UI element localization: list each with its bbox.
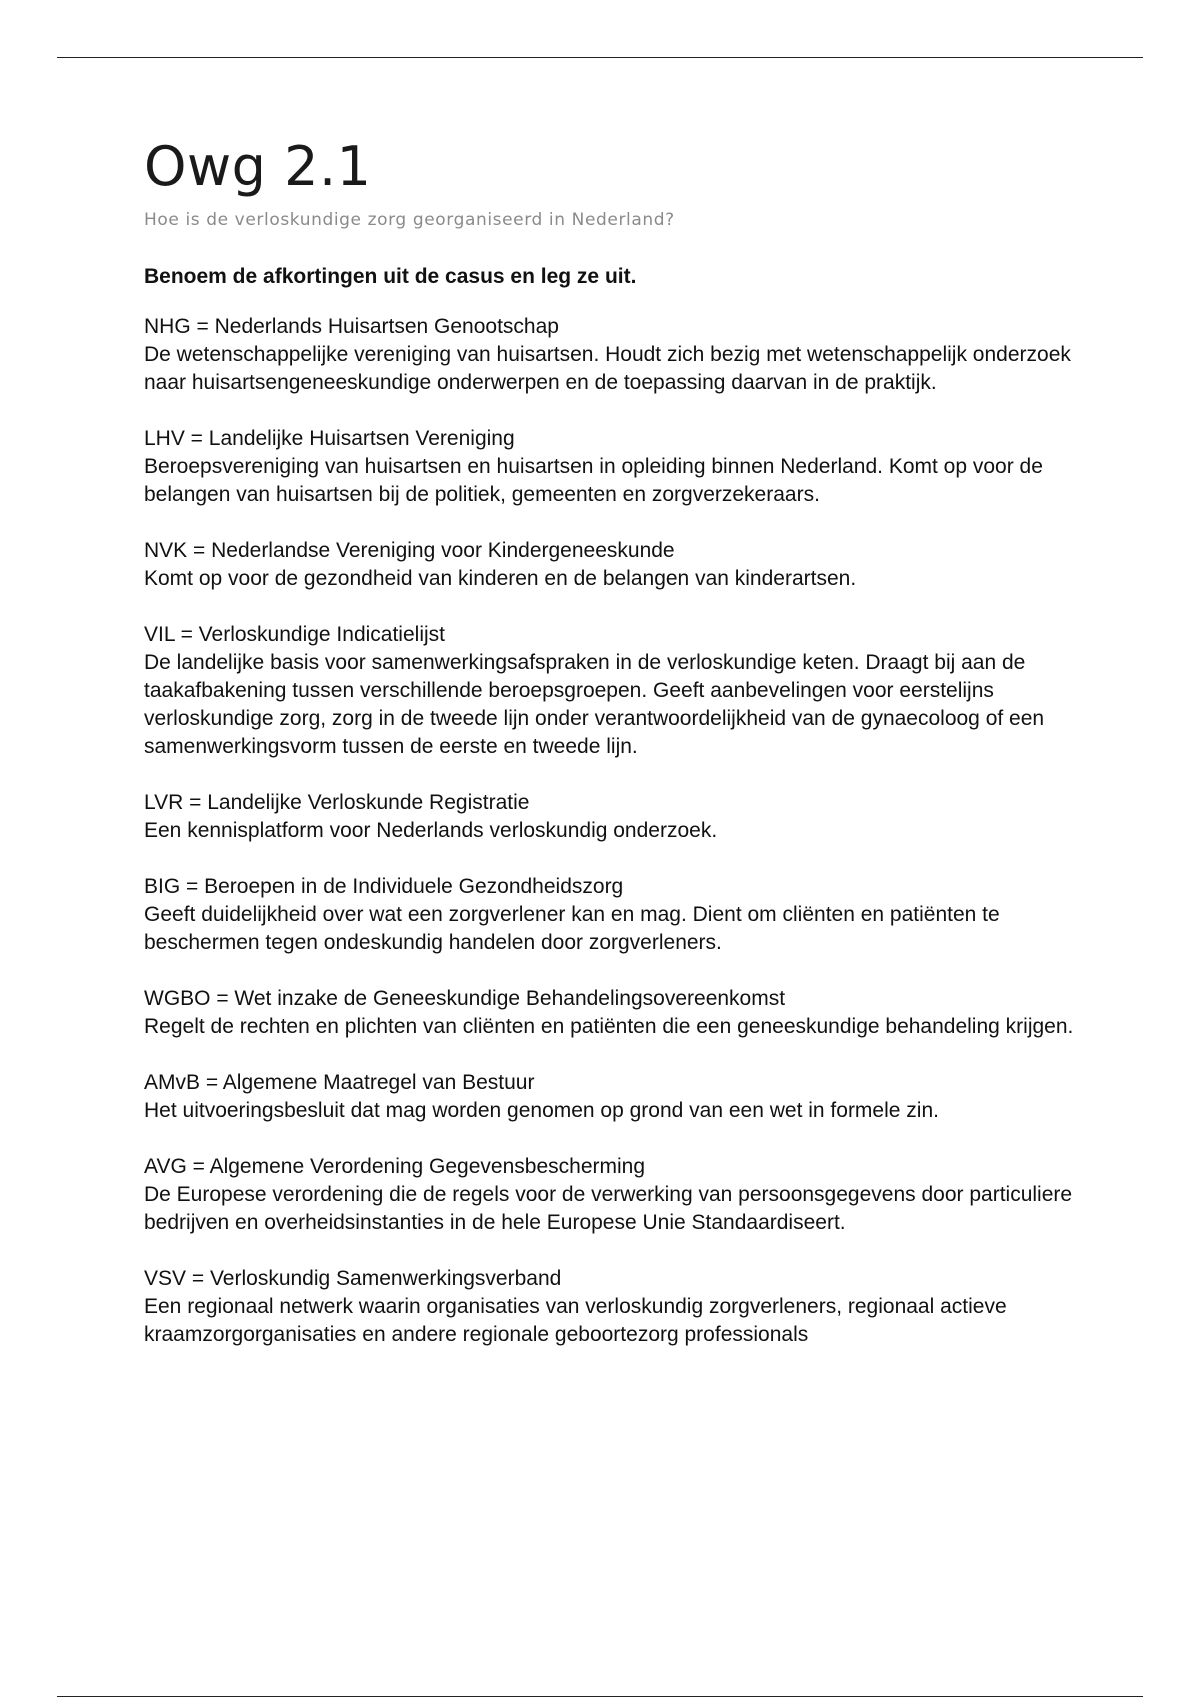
abbreviation-item [144, 1153, 1084, 1237]
abbreviation-item [144, 985, 1084, 1041]
abbreviation-item [144, 537, 1084, 593]
abbreviation-heading: VIL = Verloskundige Indicatielijst [144, 623, 445, 646]
abbreviation-list [144, 313, 1084, 1349]
page-title: Owg 2.1 [144, 135, 372, 198]
abbreviation-item [144, 789, 1084, 845]
abbreviation-description: Beroepsvereniging van huisartsen en huisartsen in opleiding binnen Nederland. Komt op voor de belangen van huisartsen bij de politiek, gemeenten en zorgverzekeraars. [144, 455, 1043, 506]
abbreviation-description: Een regionaal netwerk waarin organisaties van verloskundig zorgverleners, regionaal actieve kraamzorgorganisaties en andere regionale geboortezorg professionals [144, 1295, 1007, 1346]
abbreviation-description: De landelijke basis voor samenwerkingsafspraken in de verloskundige keten. Draagt bij aan de taakafbakening tussen verschillende beroepsgroepen. Geeft aanbevelingen voor eerstelijns verloskundige zorg, zorg in de tweede lijn onder verantwoordelijkheid van de gynaecoloog of een samenwerkingsvorm tussen de eerste en tweede lijn. [144, 651, 1045, 758]
abbreviation-description: De wetenschappelijke vereniging van huisartsen. Houdt zich bezig met wetenschappelijk onderzoek naar huisartsengeneeskundige onderwerpen en de toepassing daarvan in de praktijk. [144, 343, 1071, 394]
header-rule [57, 57, 1143, 58]
abbreviation-heading: BIG = Beroepen in de Individuele Gezondheidszorg [144, 875, 624, 898]
abbreviation-description: De Europese verordening die de regels voor de verwerking van persoonsgegevens door particuliere bedrijven en overheidsinstanties in de hele Europese Unie Standaardiseert. [144, 1183, 1073, 1234]
abbreviation-item [144, 1069, 1084, 1125]
abbreviation-heading: AMvB = Algemene Maatregel van Bestuur [144, 1071, 535, 1094]
footer-rule [57, 1696, 1143, 1697]
abbreviation-heading: NVK = Nederlandse Vereniging voor Kindergeneeskunde [144, 539, 675, 562]
abbreviation-item [144, 1265, 1084, 1349]
abbreviation-item [144, 621, 1084, 761]
abbreviation-item [144, 313, 1084, 397]
abbreviation-heading: AVG = Algemene Verordening Gegevensbescherming [144, 1155, 646, 1178]
abbreviation-description: Komt op voor de gezondheid van kinderen en de belangen van kinderartsen. [144, 567, 857, 590]
abbreviation-item [144, 425, 1084, 509]
abbreviation-description: Geeft duidelijkheid over wat een zorgverlener kan en mag. Dient om cliënten en patiënten te beschermen tegen ondeskundig handelen door zorgverleners. [144, 903, 1000, 954]
page-subtitle: Hoe is de verloskundige zorg georganiseerd in Nederland? [144, 210, 675, 230]
abbreviation-heading: LVR = Landelijke Verloskunde Registratie [144, 791, 530, 814]
question-heading: Benoem de afkortingen uit de casus en leg ze uit. [144, 265, 637, 288]
document-body [144, 135, 1084, 1349]
abbreviation-heading: LHV = Landelijke Huisartsen Vereniging [144, 427, 515, 450]
abbreviation-item [144, 873, 1084, 957]
abbreviation-heading: WGBO = Wet inzake de Geneeskundige Behandelingsovereenkomst [144, 987, 786, 1010]
abbreviation-description: Het uitvoeringsbesluit dat mag worden genomen op grond van een wet in formele zin. [144, 1099, 939, 1122]
abbreviation-heading: NHG = Nederlands Huisartsen Genootschap [144, 315, 559, 338]
abbreviation-description: Een kennisplatform voor Nederlands verloskundig onderzoek. [144, 819, 718, 842]
abbreviation-description: Regelt de rechten en plichten van cliënten en patiënten die een geneeskundige behandeling krijgen. [144, 1015, 1074, 1038]
abbreviation-heading: VSV = Verloskundig Samenwerkingsverband [144, 1267, 562, 1290]
